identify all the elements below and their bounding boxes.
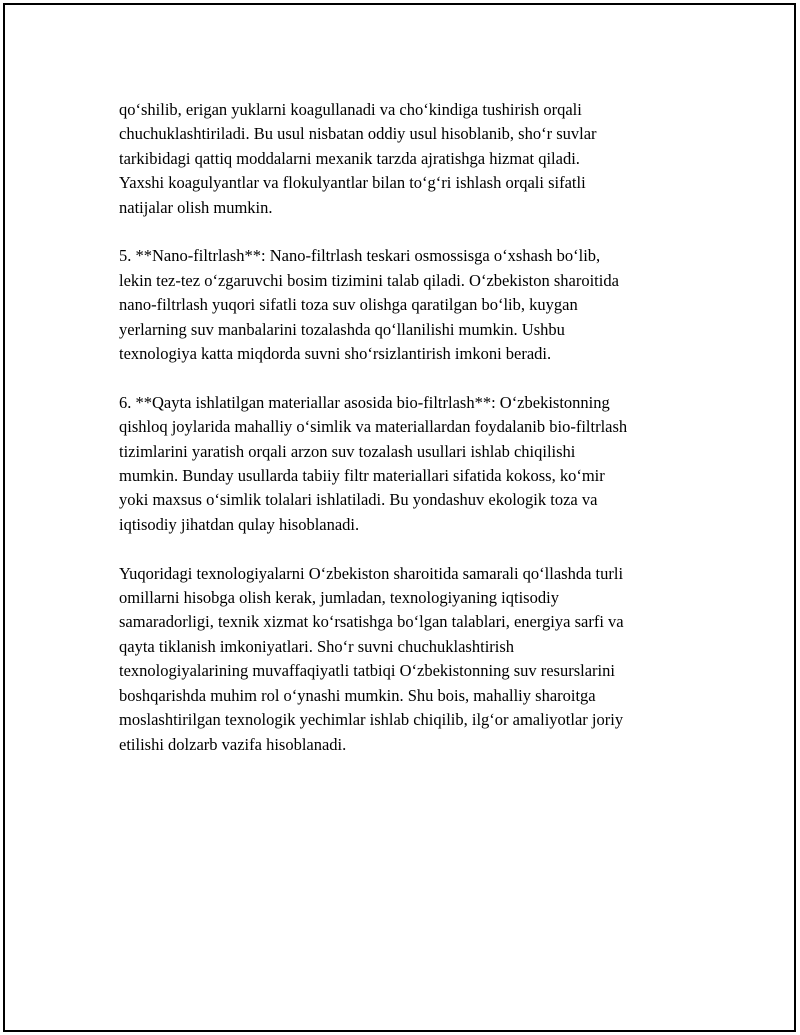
text-line: Yaxshi koagulyantlar va flokulyantlar bilan to‘g‘ri ishlash orqali sifatli — [119, 173, 586, 193]
document-page — [3, 3, 796, 1032]
text-line: tizimlarini yaratish orqali arzon suv tozalash usullari ishlab chiqilishi — [119, 441, 576, 461]
text-line: lekin tez-tez o‘zgaruvchi bosim tizimini talab qiladi. O‘zbekiston sharoitida — [119, 270, 619, 290]
text-line: etilishi dolzarb vazifa hisoblanadi. — [119, 734, 347, 754]
paragraph-nano-filtration — [119, 244, 694, 366]
text-line: samaradorligi, texnik xizmat ko‘rsatishga bo‘lgan talablari, energiya sarfi va — [119, 612, 624, 632]
text-line: qishloq joylarida mahalliy o‘simlik va materiallardan foydalanib bio-filtrlash — [119, 417, 628, 437]
text-line: iqtisodiy jihatdan qulay hisoblanadi. — [119, 514, 360, 534]
text-line: qayta tiklanish imkoniyatlari. Sho‘r suvni chuchuklashtirish — [119, 636, 515, 656]
text-line: qo‘shilib, erigan yuklarni koagullanadi va cho‘kindiga tushirish orqali — [119, 100, 582, 119]
text-line: moslashtirilgan texnologik yechimlar ishlab chiqilib, ilg‘or amaliyotlar joriy — [119, 710, 624, 730]
text-line: boshqarishda muhim rol o‘ynashi mumkin. Shu bois, mahalliy sharoitga — [119, 685, 596, 705]
paragraph-coagulation-continuation — [119, 98, 694, 220]
text-line: yerlarning suv manbalarini tozalashda qo‘llanilishi mumkin. Ushbu — [119, 319, 565, 339]
text-line: yoki maxsus o‘simlik tolalari ishlatiladi. Bu yondashuv ekologik toza va — [119, 490, 598, 510]
text-line: tarkibidagi qattiq moddalarni mexanik tarzda ajratishga hizmat qiladi. — [119, 148, 580, 168]
text-line: 6. **Qayta ishlatilgan materiallar asosida bio-filtrlash**: O‘zbekistonning — [119, 392, 610, 412]
text-line: mumkin. Bunday usullarda tabiiy filtr materiallari sifatida kokoss, ko‘mir — [119, 466, 605, 486]
text-line: texnologiyalarining muvaffaqiyatli tatbiqi O‘zbekistonning suv resurslarini — [119, 661, 615, 681]
paragraph-bio-filtration — [119, 391, 694, 537]
text-line: natijalar olish mumkin. — [119, 197, 273, 217]
text-line: Yuqoridagi texnologiyalarni O‘zbekiston sharoitida samarali qo‘llashda turli — [119, 563, 624, 583]
text-line: nano-filtrlash yuqori sifatli toza suv olishga qaratilgan bo‘lib, kuygan — [119, 295, 578, 315]
text-line: 5. **Nano-filtrlash**: Nano-filtrlash teskari osmossisga o‘xshash bo‘lib, — [119, 246, 601, 266]
paragraph-conclusion — [119, 562, 694, 757]
document-body — [119, 98, 694, 781]
text-line: omillarni hisobga olish kerak, jumladan, texnologiyaning iqtisodiy — [119, 588, 559, 608]
text-line: texnologiya katta miqdorda suvni sho‘rsizlantirish imkoni beradi. — [119, 344, 552, 364]
text-line: chuchuklashtiriladi. Bu usul nisbatan oddiy usul hisoblanib, sho‘r suvlar — [119, 124, 597, 144]
